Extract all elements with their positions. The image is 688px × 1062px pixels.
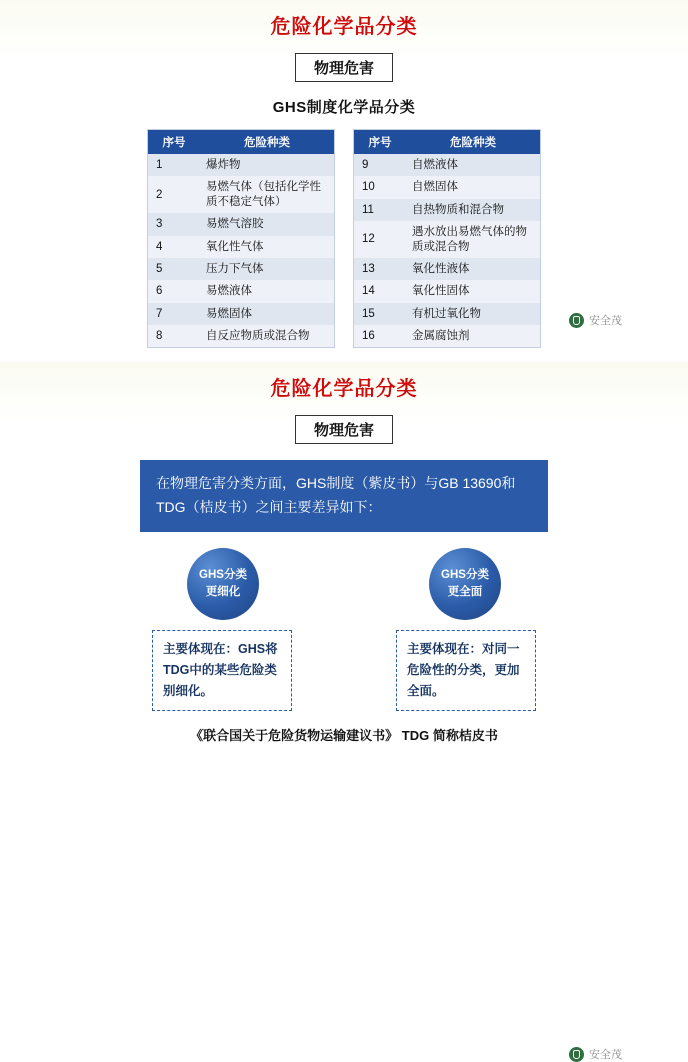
cell-number: 3 bbox=[148, 213, 201, 235]
cell-category: 易燃固体 bbox=[200, 303, 335, 325]
table-row bbox=[148, 154, 335, 176]
page-title-2: 危险化学品分类 bbox=[270, 378, 418, 400]
cell-number: 2 bbox=[148, 176, 201, 213]
note-more-detailed: 主要体现在：GHS将TDG中的某些危险类别细化。 bbox=[152, 630, 292, 712]
slide-physical-hazard-differences bbox=[0, 362, 688, 1061]
cell-category: 氧化性液体 bbox=[406, 258, 541, 280]
column-header-number: 序号 bbox=[148, 130, 201, 155]
cell-number: 16 bbox=[354, 325, 407, 348]
cell-category: 金属腐蚀剂 bbox=[406, 325, 541, 348]
cell-category: 自热物质和混合物 bbox=[406, 199, 541, 221]
table-row bbox=[354, 154, 541, 176]
cell-category: 氧化性气体 bbox=[200, 236, 335, 258]
table-row bbox=[354, 199, 541, 221]
cell-number: 11 bbox=[354, 199, 407, 221]
table-row bbox=[354, 258, 541, 280]
cell-category: 自燃固体 bbox=[406, 176, 541, 198]
cell-number: 12 bbox=[354, 221, 407, 258]
watermark-label: 安全茂 bbox=[589, 315, 622, 327]
cell-number: 10 bbox=[354, 176, 407, 198]
table-row bbox=[354, 221, 541, 258]
cell-category: 压力下气体 bbox=[200, 258, 335, 280]
watermark-label: 安全茂 bbox=[589, 1049, 622, 1061]
section-heading: GHS制度化学品分类 bbox=[272, 99, 416, 116]
cell-number: 1 bbox=[148, 154, 201, 176]
table-header-row bbox=[354, 130, 541, 155]
badge-physical-hazard: 物理危害 bbox=[295, 53, 393, 82]
table-row bbox=[354, 280, 541, 302]
watermark-logo-icon bbox=[569, 313, 584, 328]
cell-category: 有机过氧化物 bbox=[406, 303, 541, 325]
table-row bbox=[148, 236, 335, 258]
table-row bbox=[354, 176, 541, 198]
circle-more-detailed: GHS分类更细化 bbox=[187, 548, 259, 620]
column-header-category: 危险种类 bbox=[200, 130, 335, 155]
cell-number: 4 bbox=[148, 236, 201, 258]
cell-number: 8 bbox=[148, 325, 201, 348]
note-more-comprehensive: 主要体现在：对同一危险性的分类，更加全面。 bbox=[396, 630, 536, 712]
cell-category: 爆炸物 bbox=[200, 154, 335, 176]
cell-category: 易燃气溶胶 bbox=[200, 213, 335, 235]
notes-row bbox=[0, 630, 688, 712]
cell-number: 6 bbox=[148, 280, 201, 302]
table-row bbox=[148, 258, 335, 280]
cell-category: 自燃液体 bbox=[406, 154, 541, 176]
cell-category: 自反应物质或混合物 bbox=[200, 325, 335, 348]
cell-number: 13 bbox=[354, 258, 407, 280]
intro-paragraph: 在物理危害分类方面，GHS制度（紫皮书）与GB 13690和TDG（桔皮书）之间主要差异如下： bbox=[140, 460, 548, 532]
cell-category: 易燃液体 bbox=[200, 280, 335, 302]
badge-physical-hazard-2: 物理危害 bbox=[295, 415, 393, 444]
circle-more-comprehensive: GHS分类更全面 bbox=[429, 548, 501, 620]
watermark-logo-icon bbox=[569, 1047, 584, 1062]
circles-row bbox=[0, 548, 688, 620]
watermark-2 bbox=[569, 1046, 622, 1062]
slide-physical-hazard-classification bbox=[0, 0, 688, 362]
table-left bbox=[147, 129, 335, 348]
cell-category: 易燃气体（包括化学性质不稳定气体） bbox=[200, 176, 335, 213]
table-header-row bbox=[148, 130, 335, 155]
page-title: 危险化学品分类 bbox=[270, 16, 418, 38]
cell-number: 14 bbox=[354, 280, 407, 302]
table-row bbox=[148, 213, 335, 235]
cell-category: 遇水放出易燃气体的物质或混合物 bbox=[406, 221, 541, 258]
column-header-category: 危险种类 bbox=[406, 130, 541, 155]
table-row bbox=[148, 280, 335, 302]
watermark bbox=[569, 312, 622, 328]
footnote: 《联合国关于危险货物运输建议书》 TDG 简称桔皮书 bbox=[190, 728, 498, 744]
table-row bbox=[354, 303, 541, 325]
cell-number: 9 bbox=[354, 154, 407, 176]
table-row bbox=[148, 303, 335, 325]
column-header-number: 序号 bbox=[354, 130, 407, 155]
table-row bbox=[354, 325, 541, 348]
cell-category: 氧化性固体 bbox=[406, 280, 541, 302]
cell-number: 7 bbox=[148, 303, 201, 325]
table-row bbox=[148, 325, 335, 348]
table-row bbox=[148, 176, 335, 213]
cell-number: 15 bbox=[354, 303, 407, 325]
cell-number: 5 bbox=[148, 258, 201, 280]
table-right bbox=[353, 129, 541, 348]
